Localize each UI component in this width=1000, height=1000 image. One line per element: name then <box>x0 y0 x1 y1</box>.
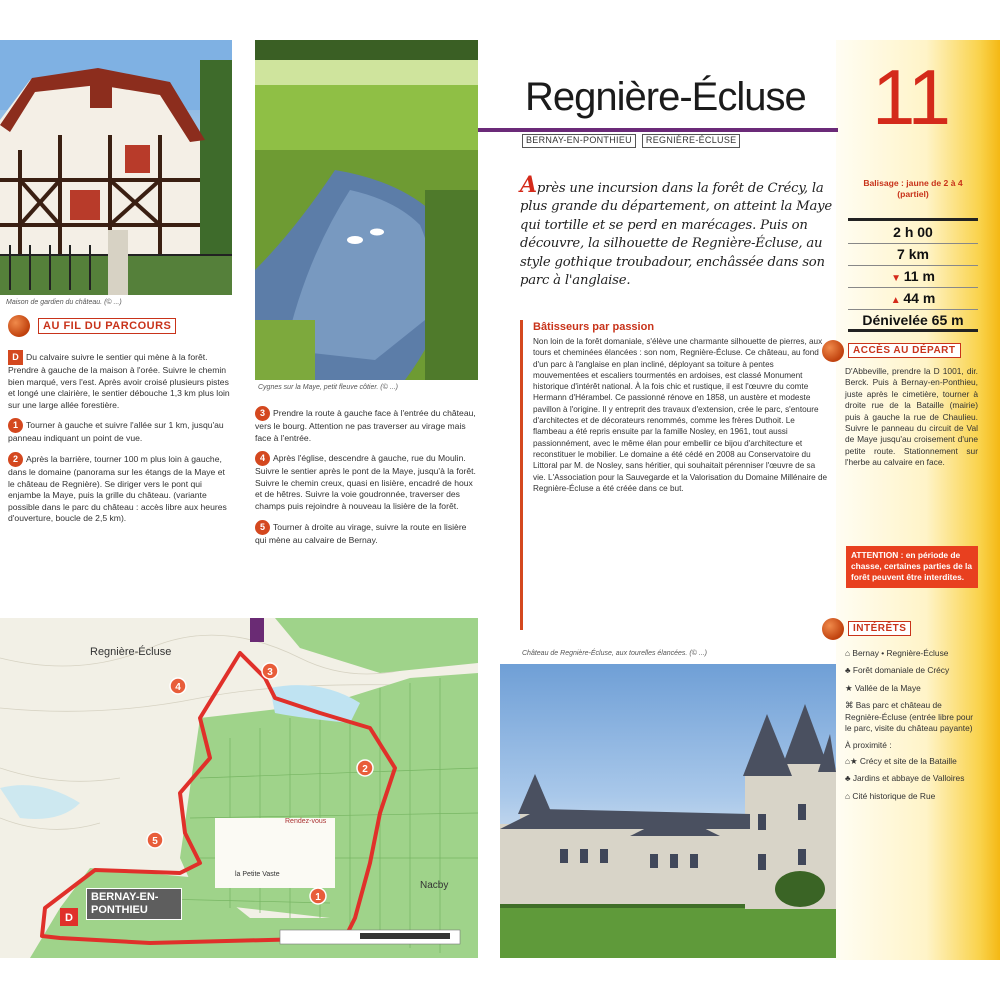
map-start-label: BERNAY-EN-PONTHIEU <box>86 888 182 920</box>
subtitle-bar <box>522 134 832 148</box>
castle-icon: ⌂ <box>845 648 853 658</box>
photo-caption-castle: Château de Regnière-Écluse, aux tourelles élancées. (© ...) <box>522 650 707 657</box>
balisage-text: Balisage : jaune de 2 à 4 (partiel) <box>863 178 963 199</box>
interet-item: ♣ Forêt domaniale de Crécy <box>845 665 950 676</box>
up-arrow-icon: ▲ <box>890 295 904 306</box>
title-rule <box>478 128 838 132</box>
min-altitude: ▼ 11 m <box>848 268 978 288</box>
step-marker: 3 <box>255 406 270 421</box>
map-label-village: Regnière-Écluse <box>90 646 172 658</box>
stats-top-rule <box>848 218 978 221</box>
step-marker: D <box>8 350 23 365</box>
batisseurs-heading: Bâtisseurs par passion <box>533 321 655 333</box>
subtitle-right: REGNIÈRE-ÉCLUSE <box>642 134 741 148</box>
map-label-nacby: Nacby <box>420 880 449 891</box>
photo-river-swans <box>255 40 478 380</box>
route-map <box>0 618 478 958</box>
intro-drop-cap: A <box>520 172 537 198</box>
parcours-heading: AU FIL DU PARCOURS <box>38 318 176 334</box>
proximite-label: À proximité : <box>845 740 892 751</box>
map-marker: 5 <box>152 836 158 847</box>
proximite-item: ⌂★ Crécy et site de la Bataille <box>845 755 957 766</box>
castle-icon: ⌂ <box>845 790 853 801</box>
step-1: 1 Tourner à gauche et suivre l'allée sur 1 km, jusqu'au panneau indiquant un point de vue. <box>8 420 224 444</box>
subtitle-left: BERNAY-EN-PONTHIEU <box>522 134 636 148</box>
interets-list <box>845 648 978 802</box>
parcours-bullet-icon <box>8 315 30 337</box>
intro-text: Après une incursion dans la forêt de Crécy, la plus grande du département, on atteint la Maye qui tortille et se perd en marécages. Puis on découvre, la silhouette de Regnière-Écluse, au style gothique troubadour, enchâssée dans son parc à l'anglaise. <box>520 172 833 289</box>
down-arrow-icon: ▼ <box>891 273 904 284</box>
page-title: Regnière-Écluse <box>525 75 806 119</box>
interet-item: ★ Vallée de la Maye <box>845 682 921 693</box>
step-5: 5 Tourner à droite au virage, suivre la route en lisière qui mène au calvaire de Bernay. <box>255 521 467 545</box>
step-marker: 5 <box>255 520 270 535</box>
acces-bullet-icon <box>822 340 844 362</box>
attention-box: ATTENTION : en période de chasse, certaines parties de la forêt peuvent être interdites. <box>846 546 978 588</box>
route-number: 11 <box>872 53 949 141</box>
batisseurs-body: Non loin de la forêt domaniale, s'élève une charmante silhouette de pierres, aux tours et cheminées élancées : son nom, Regnière-Écluse. Ce château, au fond d'un parc à l'anglaise en plan incliné, déployant sa toiture à pentes mouvementées et escaliers tourmentés en ardoises, est classé Monument historique d'intérêt national. À la fois chic et rustique, il est l'œuvre du comte Hermann d'Hérambel. Ce passionné rénove en 1858, un austère et modeste pavillon à l'origine. Il y entreprit des travaux d'extension, crée le parc, s'entoure d'architectes et de décorateurs renommés, comme les frères Duthoit. Le flambeau a été repris ensuite par la famille Nosley, en 1961, tout aussi passionnément, avec le même élan pour embellir ce bijou d'architecture et reconstituer le mobilier. Le domaine a été cédé en 2008 au Conservatoire du Littoral par M. de Nosley, sans héritier, qui souhaitait pérenniser l'œuvre de sa vie. L'Association pour la Sauvegarde et la Valorisation du Domaine Millénaire de Regnière-Écluse a été créée dans ce but. <box>533 337 828 493</box>
acces-text: D'Abbeville, prendre la D 1001, dir. Berck. Puis à Bernay-en-Ponthieu, juste après le cimetière, tourner à droite rue de la Bataille (mairie) puis à gauche la rue de Chaulieu. Suivre le panneau du circuit de Val de Maye jusqu'au croisement d'une petite route. Stationnement sur l'herbe au calvaire en face. <box>845 366 978 468</box>
interet-item: ⌘ Bas parc et château de Regnière-Écluse (entrée libre pour le parc, visite du château payante) <box>845 700 974 734</box>
map-start-marker: D <box>65 912 73 924</box>
distance: 7 km <box>848 246 978 266</box>
step-3: 3 Prendre la route à gauche face à l'entrée du château, vers le bourg. Attention ne pas traverser au virage mais face à l'entrée. <box>255 407 476 443</box>
tree-icon: ♣ <box>845 665 853 676</box>
star-icon: ⌂★ <box>845 755 860 766</box>
map-marker: 3 <box>267 667 273 678</box>
photo-caption-river: Cygnes sur la Maye, petit fleuve côtier. (© ...) <box>258 384 398 391</box>
map-marker: 2 <box>362 764 368 775</box>
interet-item: ⌂ Bernay • Regnière-Écluse <box>845 648 949 658</box>
map-label-vaste: la Petite Vaste <box>235 871 280 878</box>
map-marker: 4 <box>175 682 181 693</box>
batisseurs-rule <box>520 320 523 630</box>
photo-castle <box>500 664 836 958</box>
denivelee: Dénivelée 65 m <box>848 312 978 332</box>
step-D: D Du calvaire suivre le sentier qui mène à la forêt. Prendre à gauche de la maison à l'orée. Suivre le chemin bien marqué, vers l'est. Après avoir croisé plusieurs pistes et longé une clairière, le sentier débouche 1,3 km plus loin sur une large allée forestière. <box>8 351 230 410</box>
map-label-rendez: Rendez-vous <box>285 818 327 825</box>
step-marker: 2 <box>8 452 23 467</box>
interets-heading: INTÉRÊTS <box>848 621 911 636</box>
step-2: 2 Après la barrière, tourner 100 m plus loin à gauche, dans le domaine (panorama sur les étangs de la Maye et le château de Regnière). Se diriger vers le pont qui enjambe la Maye, puis la grille du château. (variante possible dans le parc du château : accès libre aux heures d'ouverture, boucle de 2,5 km). <box>8 453 227 524</box>
photo-caption-house: Maison de gardien du château. (© ...) <box>6 299 122 306</box>
step-marker: 1 <box>8 418 23 433</box>
photo-timber-house <box>0 40 232 295</box>
park-icon: ⌘ <box>845 700 856 711</box>
duration: 2 h 00 <box>848 224 978 244</box>
parcours-col2 <box>255 406 480 553</box>
interets-bullet-icon <box>822 618 844 640</box>
max-altitude: ▲ 44 m <box>848 290 978 310</box>
step-marker: 4 <box>255 451 270 466</box>
acces-heading: ACCÈS AU DÉPART <box>848 343 961 358</box>
proximite-item: ♣ Jardins et abbaye de Valloires <box>845 773 965 784</box>
garden-icon: ♣ <box>845 773 853 784</box>
map-marker: 1 <box>315 892 321 903</box>
proximite-item: ⌂ Cité historique de Rue <box>845 790 936 801</box>
parcours-col1 <box>8 350 233 532</box>
step-4: 4 Après l'église, descendre à gauche, rue du Moulin. Suivre le sentier après le pont de la Maye, jusqu'à la forêt. Suivre le chemin creux, quasi en lisière, encadré de houx et de hêtres. Suivre la voie goudronnée, traverser des champs puis rejoindre à nouveau la lisière de la forêt. <box>255 452 476 511</box>
star-icon: ★ <box>845 682 855 693</box>
